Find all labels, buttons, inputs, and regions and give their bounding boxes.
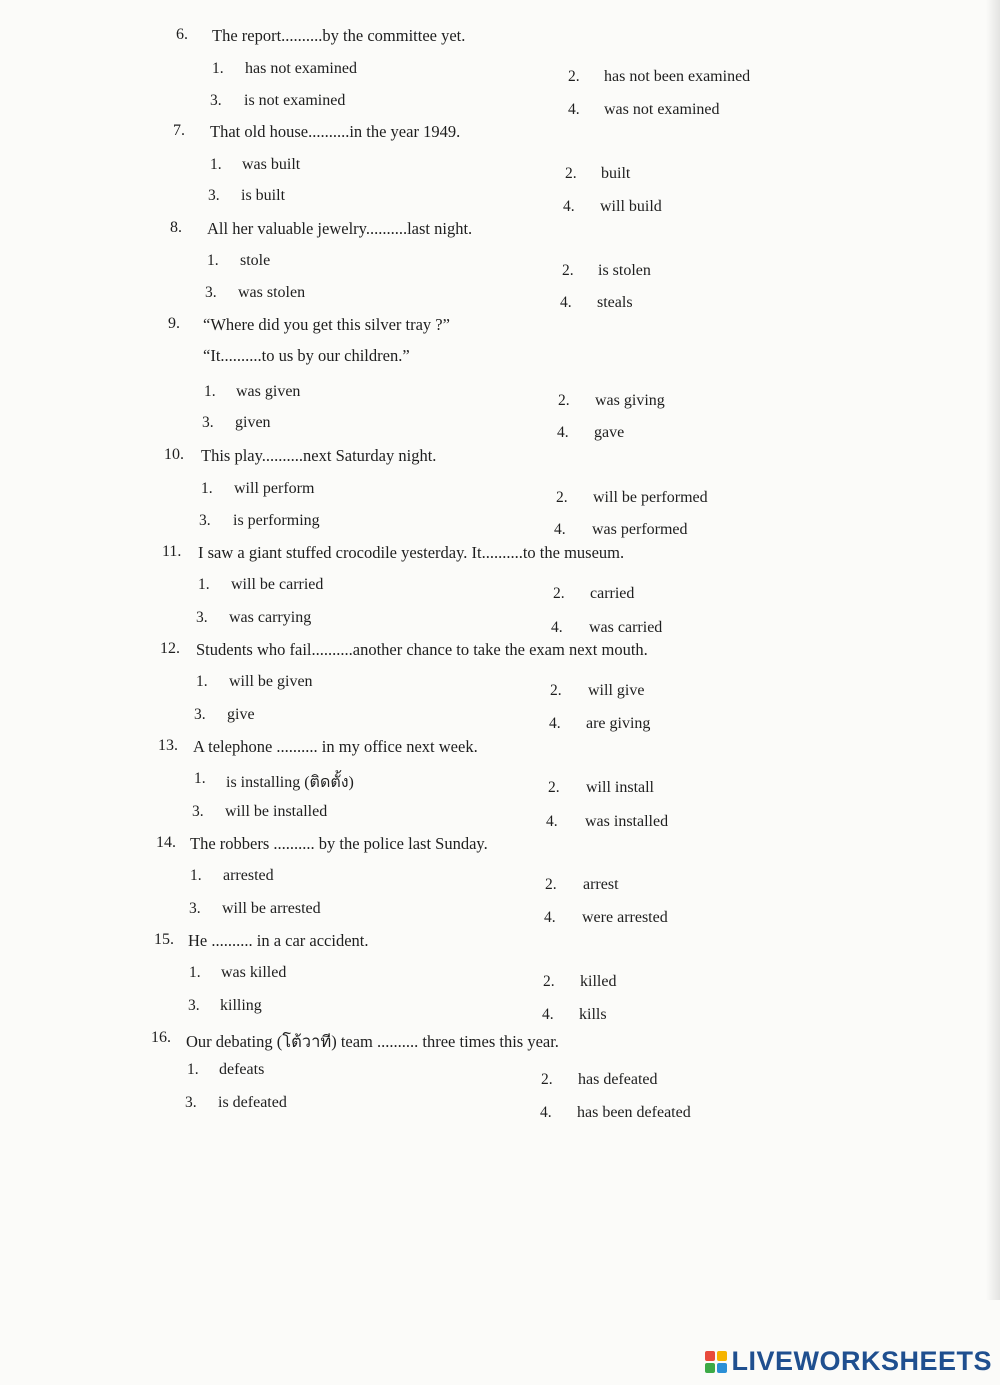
question-number: 11. bbox=[162, 543, 182, 560]
option-text: were arrested bbox=[582, 909, 668, 926]
option-text: carried bbox=[590, 585, 635, 602]
option-number: 1. bbox=[204, 383, 216, 400]
option-number: 2. bbox=[545, 876, 557, 893]
option-number: 4. bbox=[554, 521, 566, 538]
option-number: 1. bbox=[196, 673, 208, 690]
option-text: was performed bbox=[592, 521, 688, 538]
question-text: The robbers .......... by the police last Sunday. bbox=[190, 834, 488, 853]
option-number: 4. bbox=[557, 424, 569, 441]
scan-edge-shadow bbox=[986, 0, 1000, 1300]
question-text: All her valuable jewelry..........last night. bbox=[207, 219, 473, 238]
option-number: 3. bbox=[192, 803, 204, 820]
question-text: This play..........next Saturday night. bbox=[201, 446, 437, 465]
option-text: will give bbox=[588, 682, 645, 699]
option-number: 3. bbox=[199, 512, 211, 529]
option-number: 4. bbox=[546, 813, 558, 830]
option-text: is installing (ติดตั้ง) bbox=[226, 774, 354, 791]
option-number: 2. bbox=[543, 973, 555, 990]
option-number: 4. bbox=[544, 909, 556, 926]
question-text: That old house..........in the year 1949. bbox=[210, 122, 461, 141]
liveworksheets-brand bbox=[705, 1346, 992, 1377]
option-number: 1. bbox=[194, 770, 206, 787]
option-number: 1. bbox=[207, 252, 219, 269]
option-text: built bbox=[601, 165, 631, 182]
option-number: 1. bbox=[190, 867, 202, 884]
option-text: killing bbox=[220, 997, 262, 1014]
option-number: 2. bbox=[565, 165, 577, 182]
option-text: given bbox=[235, 414, 271, 431]
option-number: 4. bbox=[540, 1104, 552, 1121]
option-number: 2. bbox=[558, 392, 570, 409]
option-number: 1. bbox=[189, 964, 201, 981]
question-number: 15. bbox=[154, 931, 174, 948]
option-number: 2. bbox=[553, 585, 565, 602]
option-text: has been defeated bbox=[577, 1104, 691, 1121]
option-text: was built bbox=[242, 156, 301, 173]
option-text: has defeated bbox=[578, 1071, 658, 1088]
option-number: 4. bbox=[549, 715, 561, 732]
question-number: 9. bbox=[168, 315, 180, 332]
option-text: has not examined bbox=[245, 60, 357, 77]
option-text: arrested bbox=[223, 867, 274, 884]
option-number: 1. bbox=[212, 60, 224, 77]
option-number: 1. bbox=[201, 480, 213, 497]
option-number: 1. bbox=[198, 576, 210, 593]
option-number: 3. bbox=[194, 706, 206, 723]
option-text: arrest bbox=[583, 876, 619, 893]
question-text: A telephone .......... in my office next week. bbox=[193, 737, 478, 756]
option-number: 3. bbox=[188, 997, 200, 1014]
question-text: The report..........by the committee yet. bbox=[212, 26, 466, 45]
option-number: 4. bbox=[551, 619, 563, 636]
option-text: is built bbox=[241, 187, 286, 204]
question-text: “Where did you get this silver tray ?” bbox=[203, 315, 450, 334]
question-number: 7. bbox=[173, 122, 185, 139]
option-number: 4. bbox=[560, 294, 572, 311]
option-text: is stolen bbox=[598, 262, 651, 279]
option-text: will be performed bbox=[593, 489, 708, 506]
option-number: 3. bbox=[210, 92, 222, 109]
option-text: are giving bbox=[586, 715, 651, 732]
question-text: Students who fail..........another chance to take the exam next mouth. bbox=[196, 640, 648, 659]
option-text: stole bbox=[240, 252, 271, 269]
option-text: will be installed bbox=[225, 803, 328, 820]
option-text: was killed bbox=[221, 964, 287, 981]
question-number: 10. bbox=[164, 446, 184, 463]
option-text: will build bbox=[600, 198, 662, 215]
option-number: 4. bbox=[568, 101, 580, 118]
option-number: 3. bbox=[208, 187, 220, 204]
option-text: kills bbox=[579, 1006, 607, 1023]
option-text: was given bbox=[236, 383, 301, 400]
option-number: 2. bbox=[541, 1071, 553, 1088]
option-text: will perform bbox=[234, 480, 315, 497]
option-text: is defeated bbox=[218, 1094, 287, 1111]
question-text-continued: “It..........to us by our children.” bbox=[203, 346, 410, 365]
option-number: 3. bbox=[205, 284, 217, 301]
liveworksheets-logo-icon bbox=[705, 1351, 727, 1373]
option-text: is not examined bbox=[244, 92, 346, 109]
option-text: was stolen bbox=[238, 284, 306, 301]
question-number: 16. bbox=[151, 1029, 171, 1046]
option-text: will install bbox=[586, 779, 654, 796]
option-number: 3. bbox=[202, 414, 214, 431]
option-text: was carried bbox=[589, 619, 663, 636]
question-text: Our debating (โต้วาที) team .......... three times this year. bbox=[186, 1032, 559, 1051]
question-number: 6. bbox=[176, 26, 188, 43]
option-text: will be arrested bbox=[222, 900, 321, 917]
option-number: 3. bbox=[196, 609, 208, 626]
option-text: killed bbox=[580, 973, 617, 990]
option-text: is performing bbox=[233, 512, 320, 529]
brand-name: LIVEWORKSHEETS bbox=[731, 1346, 992, 1376]
question-number: 8. bbox=[170, 219, 182, 236]
option-number: 2. bbox=[556, 489, 568, 506]
option-number: 3. bbox=[189, 900, 201, 917]
option-number: 2. bbox=[548, 779, 560, 796]
option-number: 1. bbox=[187, 1061, 199, 1078]
option-text: defeats bbox=[219, 1061, 265, 1078]
option-text: will be given bbox=[229, 673, 313, 690]
question-text: I saw a giant stuffed crocodile yesterday. It..........to the museum. bbox=[198, 543, 625, 562]
option-text: was giving bbox=[595, 392, 665, 409]
option-text: give bbox=[227, 706, 255, 723]
option-text: was carrying bbox=[229, 609, 312, 626]
option-text: has not been examined bbox=[604, 68, 751, 85]
option-text: steals bbox=[597, 294, 633, 311]
option-text: gave bbox=[594, 424, 625, 441]
option-number: 4. bbox=[563, 198, 575, 215]
option-number: 3. bbox=[185, 1094, 197, 1111]
question-number: 14. bbox=[156, 834, 176, 851]
option-number: 2. bbox=[562, 262, 574, 279]
question-number: 12. bbox=[160, 640, 180, 657]
question-number: 13. bbox=[158, 737, 178, 754]
option-number: 4. bbox=[542, 1006, 554, 1023]
option-number: 2. bbox=[550, 682, 562, 699]
option-number: 1. bbox=[210, 156, 222, 173]
option-text: will be carried bbox=[231, 576, 324, 593]
question-text: He .......... in a car accident. bbox=[188, 931, 369, 950]
option-number: 2. bbox=[568, 68, 580, 85]
option-text: was installed bbox=[585, 813, 669, 830]
option-text: was not examined bbox=[604, 101, 720, 118]
